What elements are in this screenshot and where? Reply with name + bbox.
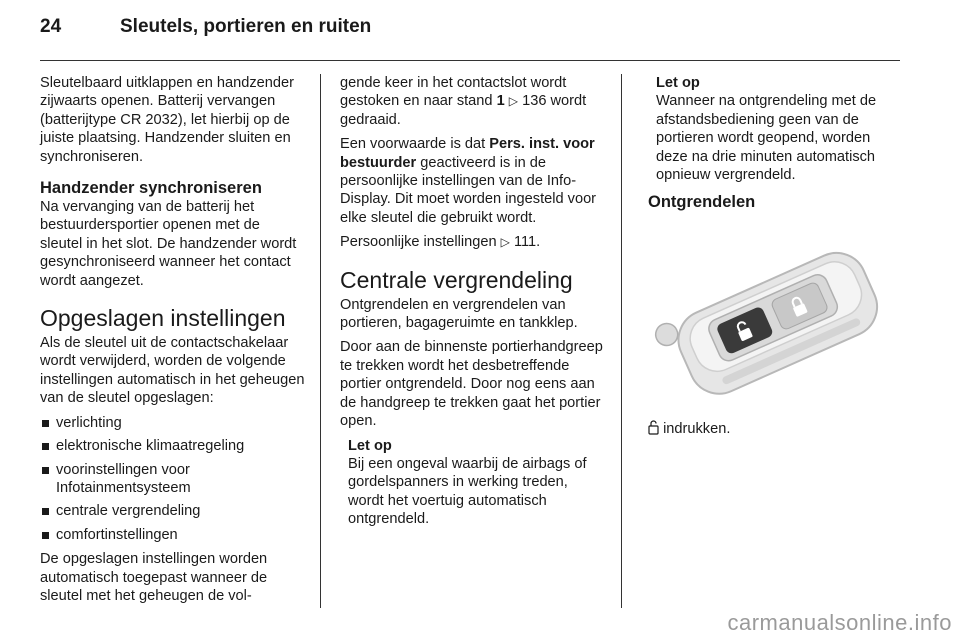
page-reference: 111.: [513, 234, 541, 251]
condition-text: Een voorwaarde is dat Pers. inst. voor bestuurder geactiveerd is in de persoonlijke instellingen van de Info-Display. Dit moet worden ingesteld voor elke sleutel die gebruikt wordt.: [340, 136, 597, 226]
sync-heading: Handzender synchroniseren: [40, 179, 262, 198]
watermark-text: carmanualsonline.info: [727, 610, 952, 635]
central-locking-heading: Centrale vergrendeling: [340, 266, 573, 293]
column-1: [40, 74, 306, 611]
note-text: Bij een ongeval waarbij de airbags of gordelspanners in werking treden, wordt het voertuig automatisch ontgrendeld.: [348, 455, 587, 528]
page-header: [40, 16, 900, 50]
remote-key-illustration: [648, 220, 902, 420]
reference-arrow-icon: ▷: [508, 94, 519, 109]
list-item: elektronische klimaatregeling: [40, 437, 306, 455]
saved-settings-outro: De opgeslagen instellingen worden automatisch toegepast wanneer de sleutel met het geheugen de vol-: [40, 551, 268, 604]
note-title: Let op: [656, 75, 700, 91]
personal-settings-ref: Persoonlijke instellingen ▷ 111.: [340, 234, 541, 251]
column-divider-2: [621, 74, 622, 608]
press-instruction: indrukken.: [648, 420, 902, 440]
header-divider: [40, 60, 900, 61]
column-3: [648, 74, 902, 447]
note-box: [648, 74, 902, 184]
central-locking-text-1: Ontgrendelen en vergrendelen van portieren, bagageruimte en tankklep.: [340, 296, 578, 332]
page-reference: 136: [522, 93, 547, 110]
list-item: centrale vergrendeling: [40, 502, 306, 520]
page-number: 24: [40, 16, 62, 37]
ignition-position: 1: [496, 93, 505, 110]
column-2: [340, 74, 604, 529]
list-item: comfortinstellingen: [40, 526, 306, 544]
column-divider-1: [320, 74, 321, 608]
note-box: [340, 437, 604, 529]
saved-settings-heading: Opgeslagen instellingen: [40, 305, 286, 332]
note-title: Let op: [348, 437, 392, 454]
battery-intro-text: Sleutelbaard uitklappen en handzender zijwaarts openen. Batterij vervangen (batterijtype CR 2032), let hierbij op de juiste plaatsing. Handzender sluiten en synchroniseren.: [40, 75, 294, 165]
setting-name: Pers. inst. voor bestuurder: [340, 136, 595, 171]
list-item: verlichting: [40, 414, 306, 432]
note-text: Wanneer na ontgrendeling met de afstandsbediening geen van de portieren wordt geopend, worden deze na drie minuten automatisch opnieuw vergrendeld.: [656, 93, 877, 184]
saved-settings-intro: Als de sleutel uit de contactschakelaar wordt verwijderd, worden de volgende instellingen automatisch in het geheugen van de sleutel opgeslagen:: [40, 335, 305, 407]
continuation-text: gende keer in het contactslot wordt gestoken en naar stand 1 ▷ 136 wordt gedraaid.: [340, 75, 587, 128]
saved-settings-list: [40, 414, 306, 544]
unlock-icon: [648, 420, 659, 440]
reference-arrow-icon: ▷: [500, 235, 510, 250]
list-item: voorinstellingen voor Infotainmentsysteem: [40, 461, 306, 498]
unlock-heading: Ontgrendelen: [648, 193, 756, 212]
sync-text: Na vervanging van de batterij het bestuurdersportier openen met de sleutel in het slot. De handzender wordt gesynchroniseerd wanneer het contact wordt aangezet.: [40, 199, 297, 289]
central-locking-text-2: Door aan de binnenste portierhandgreep te trekken wordt het desbetreffende portier ontgrendeld. Door nog eens aan de handgreep te trekken gaat het portier open.: [340, 339, 603, 430]
page-title: Sleutels, portieren en ruiten: [120, 16, 372, 37]
